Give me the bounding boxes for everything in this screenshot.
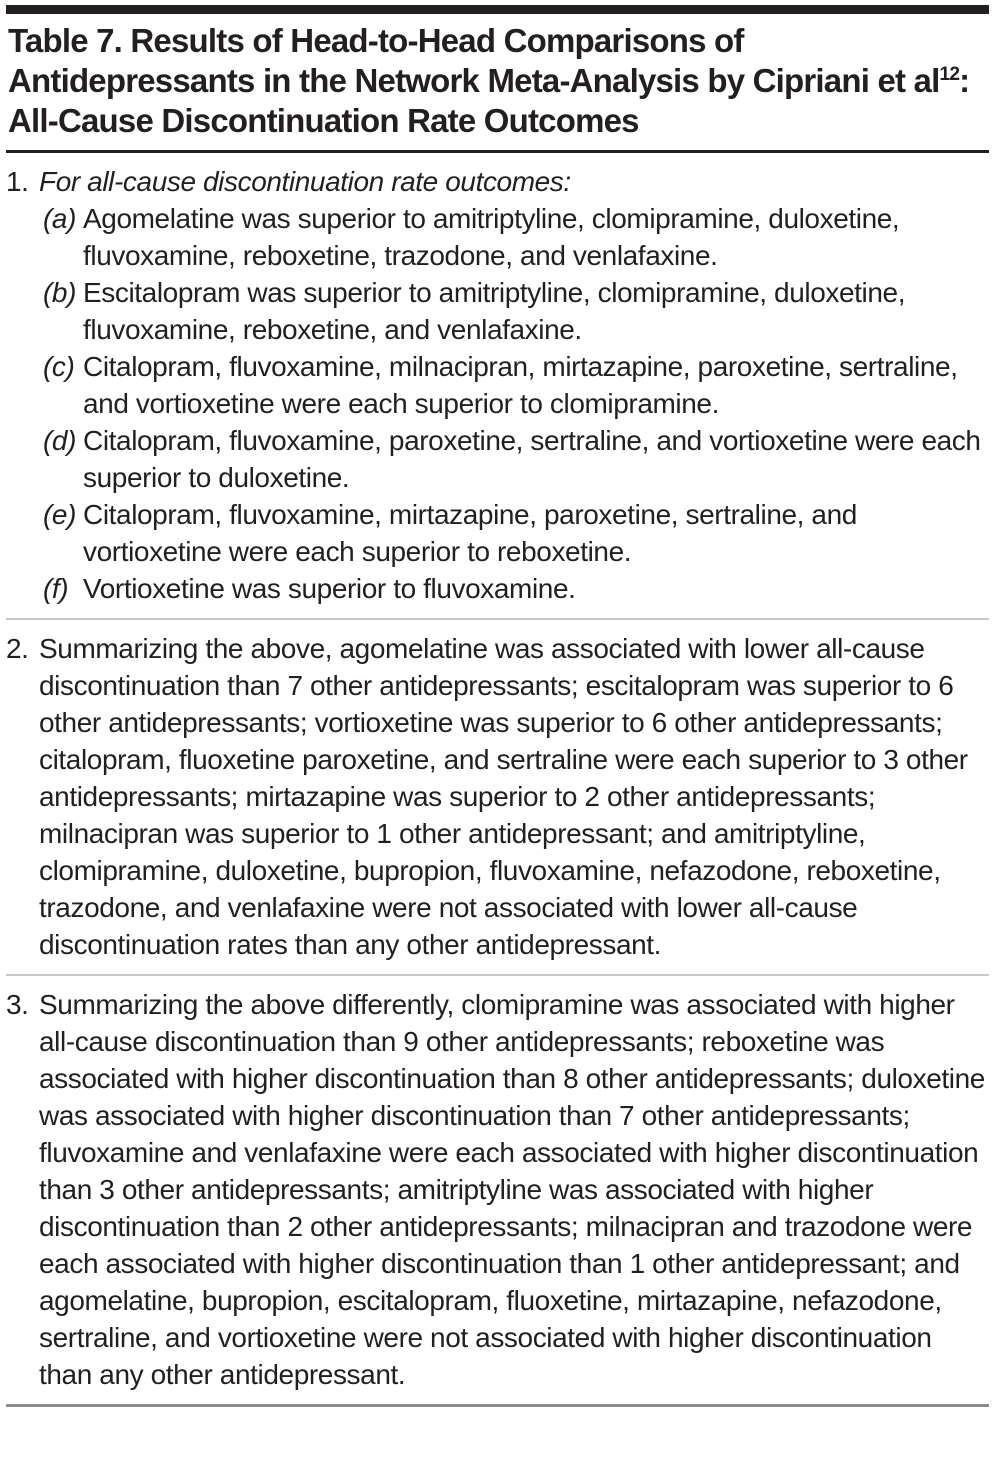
table-bottom-rule xyxy=(6,1404,989,1407)
section-3-text: Summarizing the above differently, clomipramine was associated with higher all-cause discontinuation than 9 other antidepressants; reboxetine was associated with higher discontinuation than 8 other antidepressants; duloxetine was associated with higher discontinuation than 7 other antidepressants; fluvoxamine and venlafaxine were each associated with higher discontinuation than 3 other antidepressants; amitriptyline was associated with higher discontinuation than 2 other antidepressants; milnacipran and trazodone were each associated with higher discontinuation than 1 other antidepressant; and agomelatine, bupropion, escitalopram, fluoxetine, mirtazapine, nefazodone, sertraline, and vortioxetine were not associated with higher discontinuation than any other antidepressant. xyxy=(39,989,985,1390)
section-2 xyxy=(6,620,989,974)
table-title-reference-number: 12 xyxy=(939,64,960,85)
section-2-text: Summarizing the above, agomelatine was associated with lower all-cause discontinuation than 7 other antidepressants; escitalopram was superior to 6 other antidepressants; vortioxetine was superior to 6 other antidepressants; citalopram, fluoxetine paroxetine, and sertraline were each superior to 3 other antidepressants; mirtazapine was superior to 2 other antidepressants; milnacipran was superior to 1 other antidepressant; and amitriptyline, clomipramine, duloxetine, bupropion, fluvoxamine, nefazodone, reboxetine, trazodone, and venlafaxine were not associated with lower all-cause discontinuation rates than any other antidepressant. xyxy=(39,633,968,960)
list-item-b-text: Escitalopram was superior to amitriptyline, clomipramine, duloxetine, fluvoxamine, reboxetine, and venlafaxine. xyxy=(83,277,906,345)
section-2-number: 2. xyxy=(6,633,29,664)
list-item-b xyxy=(39,274,989,348)
table-top-bar xyxy=(6,5,989,14)
table-title-suffix: : All-Cause Discontinuation Rate Outcomes xyxy=(8,62,970,139)
list-item-a xyxy=(39,200,989,274)
list-item-f xyxy=(39,570,989,607)
section-1-number: 1. xyxy=(6,166,29,197)
table-title-text: Table 7. Results of Head-to-Head Comparisons of Antidepressants in the Network Meta-Analysis by Cipriani et al xyxy=(8,22,940,99)
list-item-c-label: (c) xyxy=(43,351,75,382)
list-item-c xyxy=(39,348,989,422)
section-1-heading: For all-cause discontinuation rate outcomes: xyxy=(39,166,571,197)
list-item-d-label: (d) xyxy=(43,425,77,456)
list-item-d-text: Citalopram, fluvoxamine, paroxetine, sertraline, and vortioxetine were each superior to duloxetine. xyxy=(83,425,981,493)
section-3-number: 3. xyxy=(6,989,29,1020)
list-item-e-label: (e) xyxy=(43,499,77,530)
table-title xyxy=(6,14,989,150)
list-item-a-label: (a) xyxy=(43,203,77,234)
list-item-e-text: Citalopram, fluvoxamine, mirtazapine, paroxetine, sertraline, and vortioxetine were each superior to reboxetine. xyxy=(83,499,857,567)
list-item-c-text: Citalopram, fluvoxamine, milnacipran, mirtazapine, paroxetine, sertraline, and vortioxetine were each superior to clomipramine. xyxy=(83,351,958,419)
list-item-f-text: Vortioxetine was superior to fluvoxamine. xyxy=(83,573,576,604)
list-item-d xyxy=(39,422,989,496)
list-item-f-label: (f) xyxy=(43,573,69,604)
section-1-content xyxy=(39,163,989,607)
list-item-e xyxy=(39,496,989,570)
list-item-b-label: (b) xyxy=(43,277,77,308)
section-1 xyxy=(6,153,989,618)
section-3 xyxy=(6,976,989,1404)
list-item-a-text: Agomelatine was superior to amitriptyline, clomipramine, duloxetine, fluvoxamine, reboxetine, trazodone, and venlafaxine. xyxy=(83,203,900,271)
